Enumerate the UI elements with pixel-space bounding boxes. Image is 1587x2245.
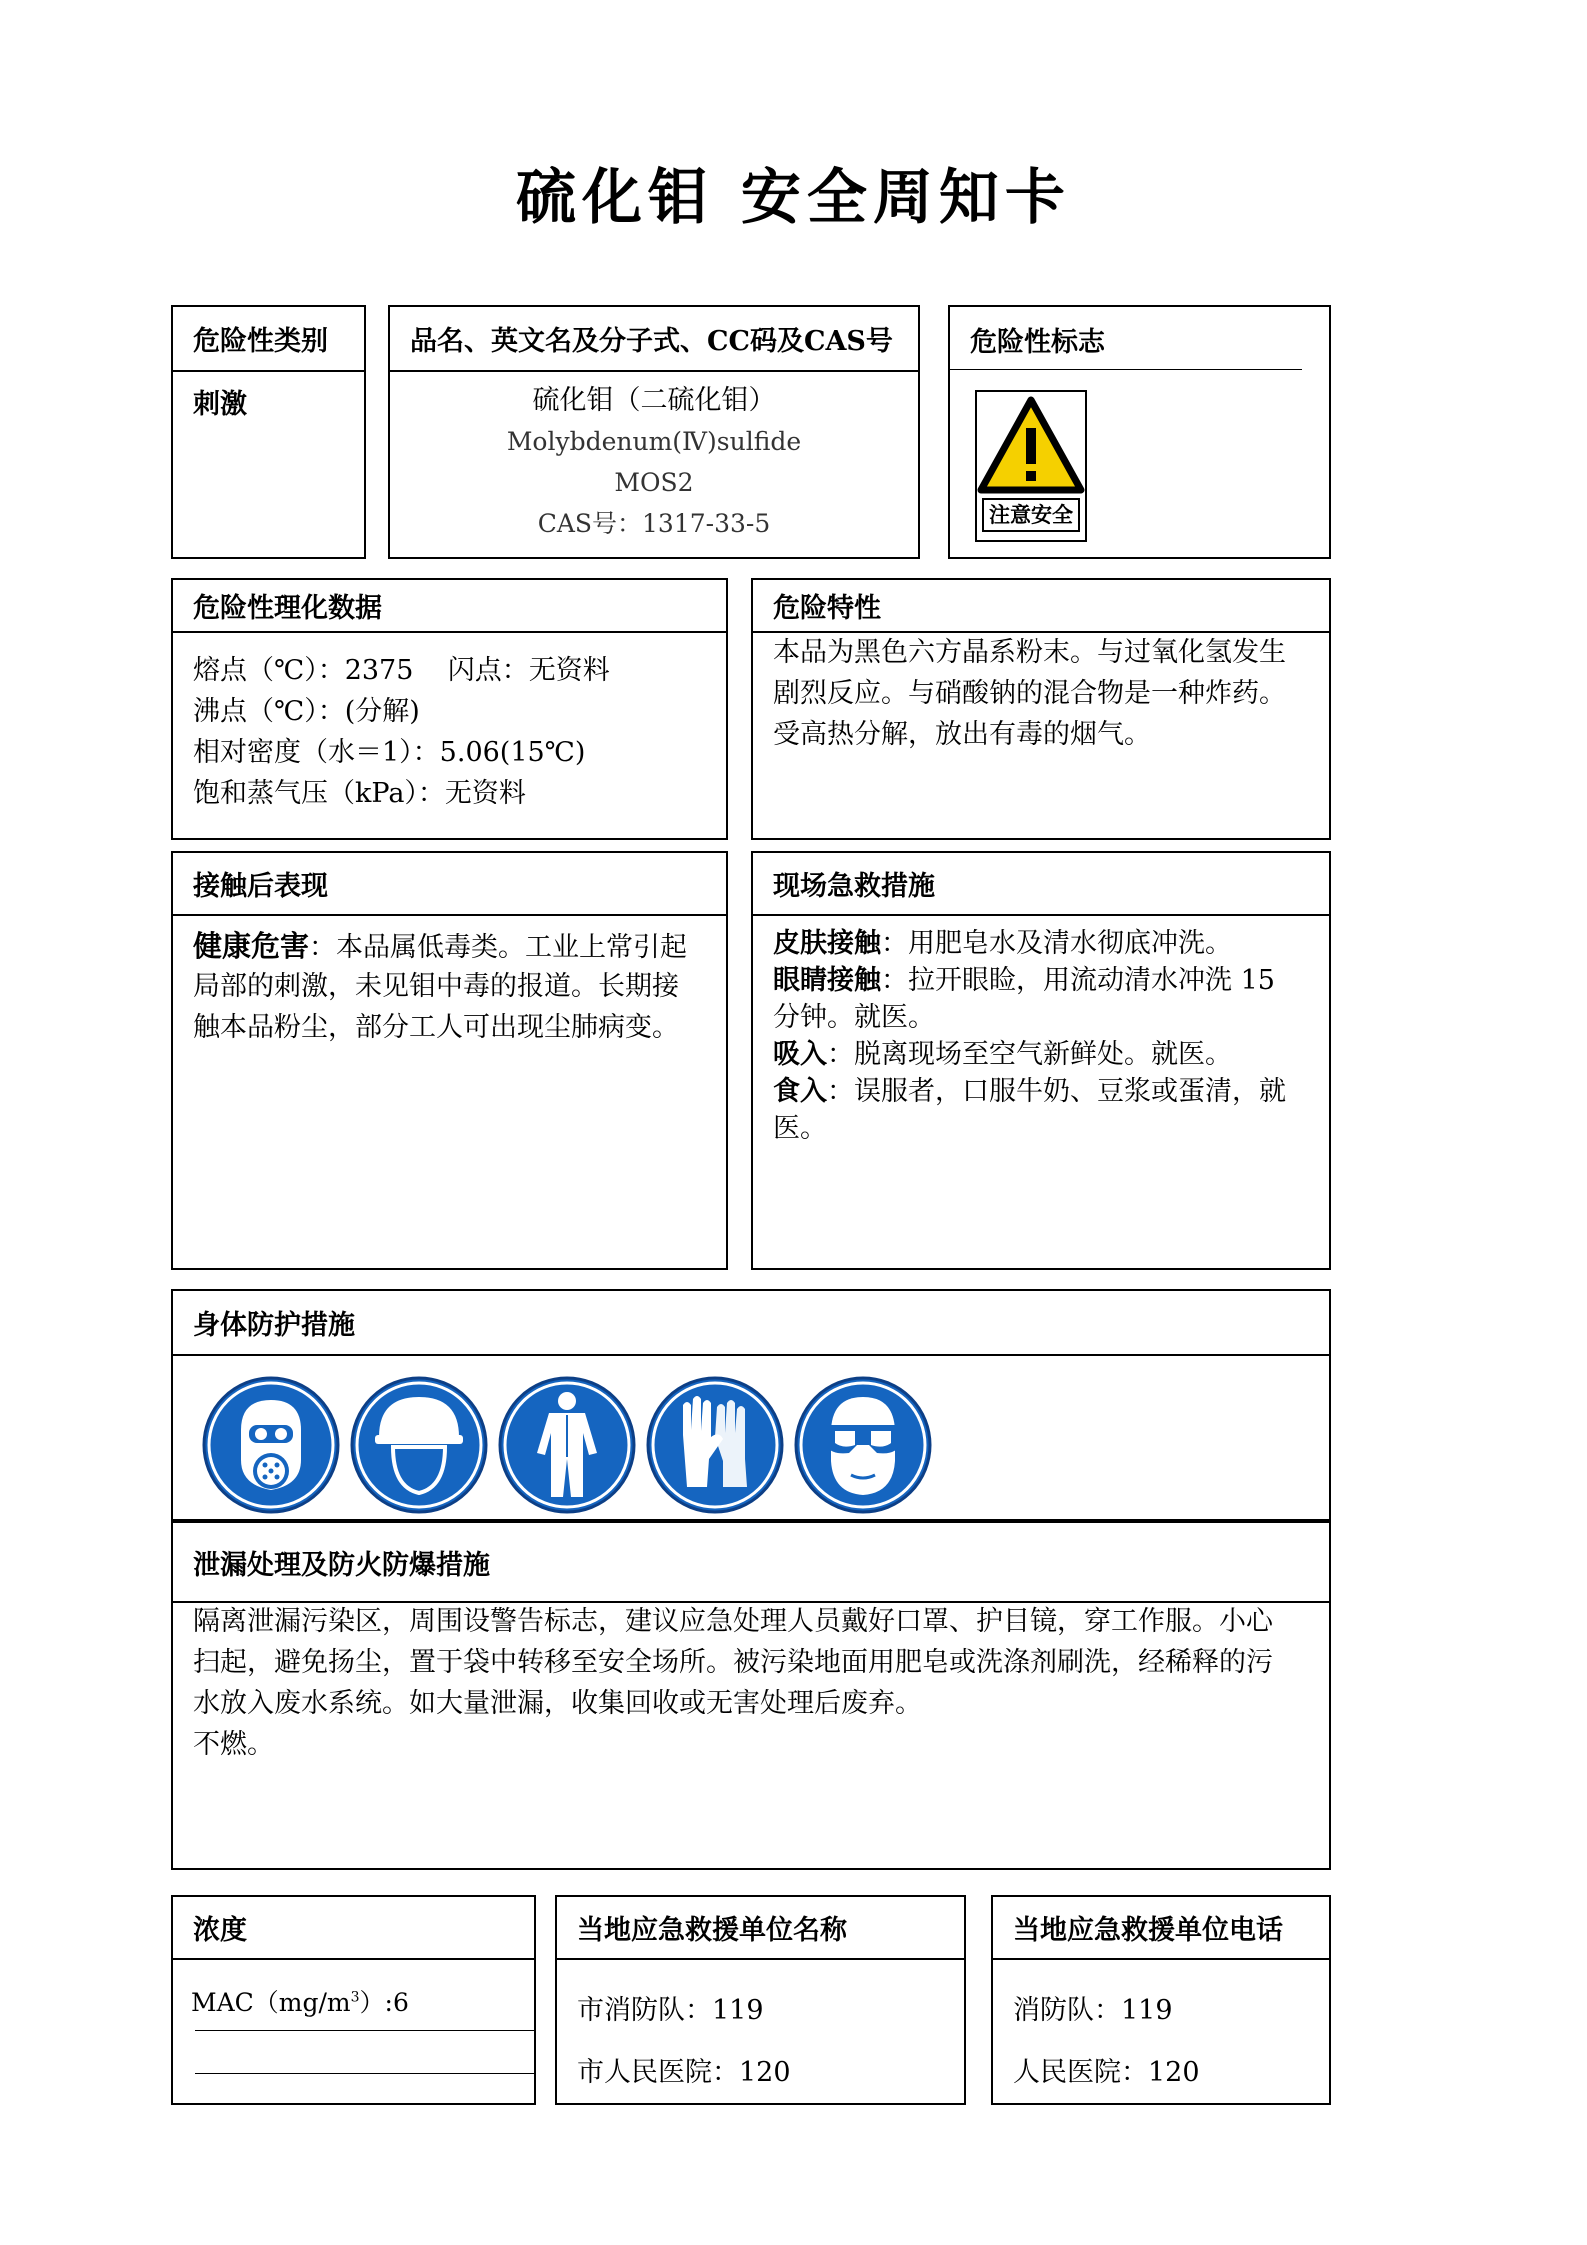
- warning-triangle-icon: [977, 394, 1085, 498]
- protective-suit-icon: [497, 1375, 637, 1515]
- mac-value: $MAC(mg/m^3):6$: [191, 1988, 409, 2018]
- hazard-props-line: 剧烈反应。与硝酸钠的混合物是一种炸药。: [773, 678, 1286, 709]
- inhalation-text: ：脱离现场至空气新鲜处。就医。: [827, 1039, 1232, 1070]
- first-aid-box: [751, 851, 1331, 1270]
- ingestion-text: 医。: [773, 1113, 827, 1144]
- hospital-phone: 人民医院：120: [1013, 2057, 1200, 2088]
- leak-text: 水放入废水系统。如大量泄漏，收集回收或无害处理后废弃。: [193, 1688, 922, 1719]
- hazard-category-box: [171, 305, 366, 559]
- hazard-props-header: 危险特性: [753, 580, 1329, 633]
- fire-brigade-number: 市消防队：119: [577, 1995, 764, 2026]
- concentration-header: 浓度: [173, 1897, 534, 1960]
- leak-text: 不燃。: [193, 1729, 274, 1760]
- identity-header: 品名、英文名及分子式、CC码及CAS号: [390, 307, 918, 372]
- inhalation-label: 吸入: [773, 1039, 827, 1070]
- hazard-category-header: 危险性类别: [173, 307, 364, 372]
- identity-box: [388, 305, 920, 559]
- protective-gloves-icon: [645, 1375, 785, 1515]
- eye-contact-label: 眼睛接触: [773, 965, 881, 996]
- first-aid-header: 现场急救措施: [753, 853, 1329, 916]
- leak-box: [171, 1521, 1331, 1870]
- leak-text: 扫起，避免扬尘，置于袋中转移至安全场所。被污染地面用肥皂或洗涤剂刷洗，经稀释的污: [193, 1647, 1273, 1678]
- exposure-text: ：本品属低毒类。工业上常引起: [309, 932, 688, 963]
- exposure-header: 接触后表现: [173, 853, 726, 916]
- ingestion-text: ：误服者，口服牛奶、豆浆或蛋清，就: [827, 1076, 1286, 1107]
- physchem-header: 危险性理化数据: [173, 580, 726, 633]
- warning-sign: [975, 390, 1087, 542]
- exposure-text: 触本品粉尘，部分工人可出现尘肺病变。: [193, 1012, 679, 1043]
- concentration-box: [171, 1895, 536, 2105]
- eye-contact-text: ：拉开眼睑，用流动清水冲洗 15: [881, 965, 1275, 996]
- respirator-mask-icon: [201, 1375, 341, 1515]
- skin-contact-label: 皮肤接触: [773, 928, 881, 959]
- ingestion-label: 食入: [773, 1076, 827, 1107]
- relative-density: 相对密度（水＝1）：5.06(15℃): [193, 737, 586, 768]
- fire-brigade-phone: 消防队：119: [1013, 1995, 1173, 2026]
- protection-box: [171, 1289, 1331, 1521]
- skin-contact-text: ：用肥皂水及清水彻底冲洗。: [881, 928, 1232, 959]
- boiling-point: 沸点（℃）：(分解): [193, 696, 420, 727]
- hazard-category-value: 刺激: [193, 389, 247, 420]
- leak-text: 隔离泄漏污染区，周围设警告标志，建议应急处理人员戴好口罩、护目镜，穿工作服。小心: [193, 1606, 1273, 1637]
- hazard-sign-header: 危险性标志: [970, 327, 1105, 358]
- page-title: 硫化钼 安全周知卡: [516, 163, 1071, 233]
- melting-flash-point: 熔点（℃）：2375 闪点：无资料: [193, 655, 610, 686]
- protection-header: 身体防护措施: [173, 1291, 1329, 1356]
- physchem-box: [171, 578, 728, 840]
- rescue-phone-box: [991, 1895, 1331, 2105]
- chemical-name-en: Molybdenum(Ⅳ)sulfide: [506, 427, 802, 456]
- rescue-unit-box: [555, 1895, 966, 2105]
- chemical-name-cn: 硫化钼（二硫化钼）: [532, 385, 776, 416]
- hospital-number: 市人民医院：120: [577, 2057, 791, 2088]
- hazard-props-line: 本品为黑色六方晶系粉末。与过氧化氢发生: [773, 637, 1286, 668]
- exposure-box: [171, 851, 728, 1270]
- health-hazard-label: 健康危害: [193, 929, 310, 963]
- hazard-props-box: [751, 578, 1331, 840]
- warning-caption: 注意安全: [982, 498, 1080, 532]
- chemical-formula: MOS2: [614, 468, 694, 497]
- blank-line: [195, 2030, 534, 2031]
- cas-number: CAS号：1317-33-5: [537, 509, 771, 538]
- hazard-sign-box: [948, 305, 1331, 559]
- rescue-phone-header: 当地应急救援单位电话: [993, 1897, 1329, 1960]
- safety-helmet-icon: [349, 1375, 489, 1515]
- leak-header: 泄漏处理及防火防爆措施: [173, 1523, 1329, 1603]
- vapor-pressure: 饱和蒸气压（kPa）：无资料: [193, 778, 526, 809]
- rescue-unit-header: 当地应急救援单位名称: [557, 1897, 964, 1960]
- exposure-text: 局部的刺激，未见钼中毒的报道。长期接: [193, 971, 679, 1002]
- safety-goggles-icon: [793, 1375, 933, 1515]
- blank-line: [195, 2073, 534, 2074]
- hazard-props-line: 受高热分解，放出有毒的烟气。: [773, 719, 1151, 750]
- eye-contact-text: 分钟。就医。: [773, 1002, 935, 1033]
